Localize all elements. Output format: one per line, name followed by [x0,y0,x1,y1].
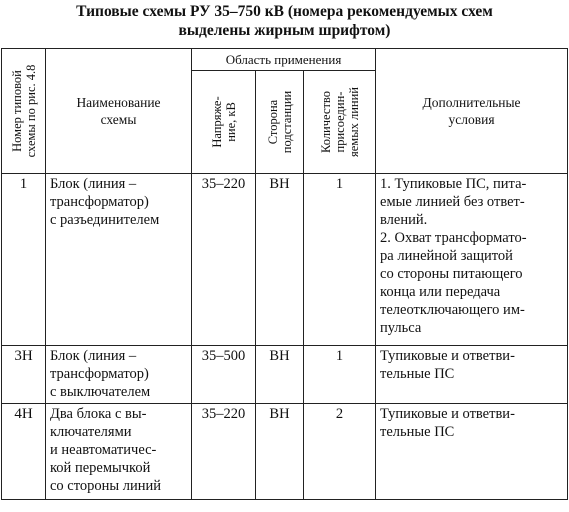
header-lines [304,71,376,174]
row-lines: 1 [304,346,376,404]
header-voltage-text: Напряже- ние, кВ [209,96,238,148]
header-name: Наименование схемы [46,49,192,174]
row-name: Блок (линия – трансформатор) с выключателем [46,346,192,404]
header-extra: Дополнительные условия [376,49,568,174]
header-row-top [2,49,568,71]
row-lines: 2 [304,404,376,500]
table-row [2,404,568,500]
row-number: 4Н [2,404,46,500]
row-name: Два блока с вы- ключателями и неавтоматичес- кой перемычкой со стороны линий [46,404,192,500]
title-line-2: выделены жирным шрифтом) [178,22,391,39]
row-number: 3Н [2,346,46,404]
header-lines-text: Количество присоедин- яемых линий [318,87,361,157]
header-number-text: Номер типовой схемы по рис. 4.8 [9,64,38,158]
row-voltage: 35–500 [192,346,256,404]
title-line-1: Типовые схемы РУ 35–750 кВ (номера рекомендуемых схем [76,3,493,20]
row-side: ВН [256,346,304,404]
table-row [2,174,568,346]
row-extra: Тупиковые и ответви- тельные ПС [376,404,568,500]
document-title [0,2,569,40]
row-number: 1 [2,174,46,346]
row-voltage: 35–220 [192,404,256,500]
header-voltage [192,71,256,174]
table-row [2,346,568,404]
row-extra: Тупиковые и ответви- тельные ПС [376,346,568,404]
row-side: ВН [256,174,304,346]
row-side: ВН [256,404,304,500]
row-lines: 1 [304,174,376,346]
header-area: Область применения [192,49,376,71]
header-side [256,71,304,174]
header-number [2,49,46,174]
row-name: Блок (линия – трансформатор) с разъединителем [46,174,192,346]
header-side-text: Сторона подстанции [265,90,294,154]
schemes-table [1,48,568,500]
row-voltage: 35–220 [192,174,256,346]
row-extra: 1. Тупиковые ПС, пита- емые линией без ответ- влений. 2. Охват трансформато- ра линейной защитой со стороны питающего конца или передача телеотключающего им- пульса [376,174,568,346]
